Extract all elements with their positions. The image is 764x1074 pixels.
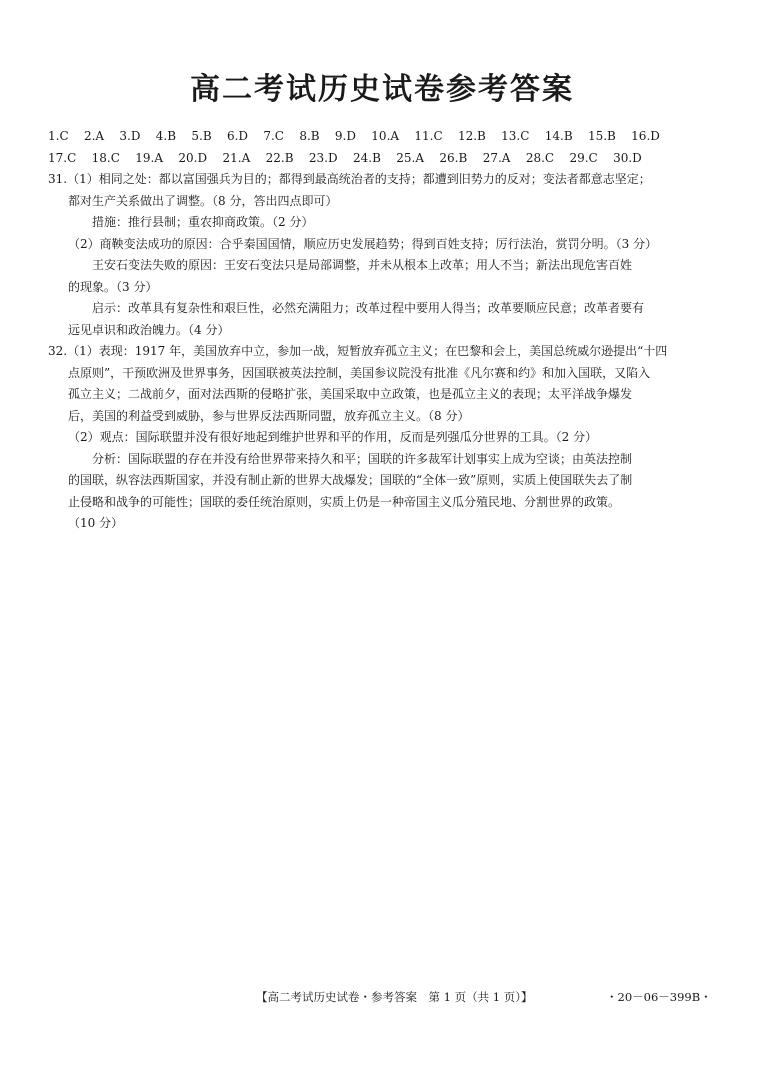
mc-answer: 7.C	[263, 129, 284, 143]
mc-answer: 26.B	[439, 150, 468, 165]
q31-part2: （2）商鞅变法成功的原因：合乎秦国国情，顺应历史发展趋势；得到百姓支持；厉行法治，赏罚分明。（3 分）	[68, 236, 658, 251]
mc-answer: 27.A	[482, 150, 511, 165]
q31-part1-line1: 31.（1）相同之处：都以富国强兵为目的；都得到最高统治者的支持；都遭到旧势力的反对；变法者都意志坚定；	[48, 172, 651, 186]
mc-answer: 6.D	[226, 129, 249, 143]
q32-part1-line2: 点原则”，干预欧洲及世界事务，因国联被英法控制，美国参议院没有批准《凡尔赛和约》和加入国联，又陷入	[68, 365, 651, 380]
q31-lessons-line1: 启示：改革具有复杂性和艰巨性，必然充满阻力；改革过程中要用人得当；改革要顺应民意；改革者要有	[92, 301, 645, 315]
mc-answer: 2.A	[83, 129, 105, 143]
mc-answer: 25.A	[396, 150, 425, 165]
mc-answer: 23.D	[308, 150, 338, 165]
mc-answer: 20.D	[178, 150, 208, 165]
q31-part1-line2: 都对生产关系做出了调整。（8 分，答出四点即可）	[68, 193, 338, 208]
mc-answer: 5.B	[191, 129, 212, 143]
mc-answer: 19.A	[135, 150, 164, 165]
multiple-choice-row-1	[48, 126, 660, 148]
answer-content	[48, 126, 728, 535]
page-footer	[0, 989, 764, 1009]
mc-answer: 14.B	[544, 129, 573, 143]
mc-answer: 16.D	[631, 129, 660, 143]
q31-measures: 措施：推行县制；重农抑商政策。（2 分）	[92, 215, 314, 229]
q32-part1-line4: 后，美国的利益受到威胁，参与世界反法西斯同盟，放弃孤立主义。（8 分）	[68, 408, 470, 423]
q32-analysis-line4: （10 分）	[68, 516, 124, 530]
q32-part2: （2）观点：国际联盟并没有很好地起到维护世界和平的作用，反而是列强瓜分世界的工具。（2 分）	[68, 430, 598, 444]
mc-answer: 17.C	[48, 150, 77, 165]
mc-answer: 3.D	[119, 129, 141, 143]
mc-answer: 21.A	[222, 150, 251, 165]
mc-answer: 9.D	[334, 129, 356, 143]
q31-wang-anshi-line1: 王安石变法失败的原因：王安石变法只是局部调整，并未从根本上改革；用人不当；新法出现危害百姓	[92, 258, 633, 272]
mc-answer: 15.B	[587, 129, 616, 143]
footer-code: ・20－06－399B・	[606, 990, 712, 1004]
mc-answer: 28.C	[525, 150, 555, 165]
mc-answer: 22.B	[265, 150, 294, 165]
footer-label: 【高二考试历史试卷・参考答案 第 1 页（共 1 页）】	[256, 990, 533, 1004]
page-title: 高二考试历史试卷参考答案	[190, 72, 574, 107]
mc-answer: 8.B	[299, 129, 320, 143]
mc-answer: 4.B	[155, 129, 177, 143]
mc-answer: 24.B	[353, 150, 381, 165]
q32-analysis-line3: 止侵略和战争的可能性；国联的委任统治原则，实质上仍是一种帝国主义瓜分殖民地、分割世界的政策。	[68, 494, 621, 509]
q32-analysis-line1: 分析：国际联盟的存在并没有给世界带来持久和平；国联的许多裁军计划事实上成为空谈；由英法控制	[92, 451, 633, 466]
mc-answer: 29.C	[569, 150, 598, 165]
mc-answer: 10.A	[371, 129, 400, 143]
mc-answer: 13.C	[501, 129, 530, 143]
mc-answer: 12.B	[457, 129, 486, 143]
mc-answer: 30.D	[613, 150, 642, 165]
multiple-choice-row-2	[48, 148, 642, 170]
question-32	[48, 341, 728, 535]
q31-lessons-line2: 远见卓识和政治魄力。（4 分）	[68, 322, 230, 337]
mc-answer: 11.C	[414, 129, 443, 143]
question-31	[48, 169, 728, 341]
q32-part1-line1: 32.（1）表现：1917 年，美国放弃中立，参加一战，短暂放弃孤立主义；在巴黎和会上，美国总统威尔逊提出“十四	[48, 344, 668, 358]
q32-analysis-line2: 的国联，纵容法西斯国家，并没有制止新的世界大战爆发；国联的“全体一致”原则，实质上使国联失去了制	[68, 473, 633, 487]
mc-answer: 1.C	[48, 129, 69, 143]
q32-part1-line3: 孤立主义；二战前夕，面对法西斯的侵略扩张，美国采取中立政策，也是孤立主义的表现；太平洋战争爆发	[68, 387, 633, 401]
q31-wang-anshi-line2: 的现象。（3 分）	[68, 279, 158, 294]
mc-answer: 18.C	[91, 150, 120, 165]
